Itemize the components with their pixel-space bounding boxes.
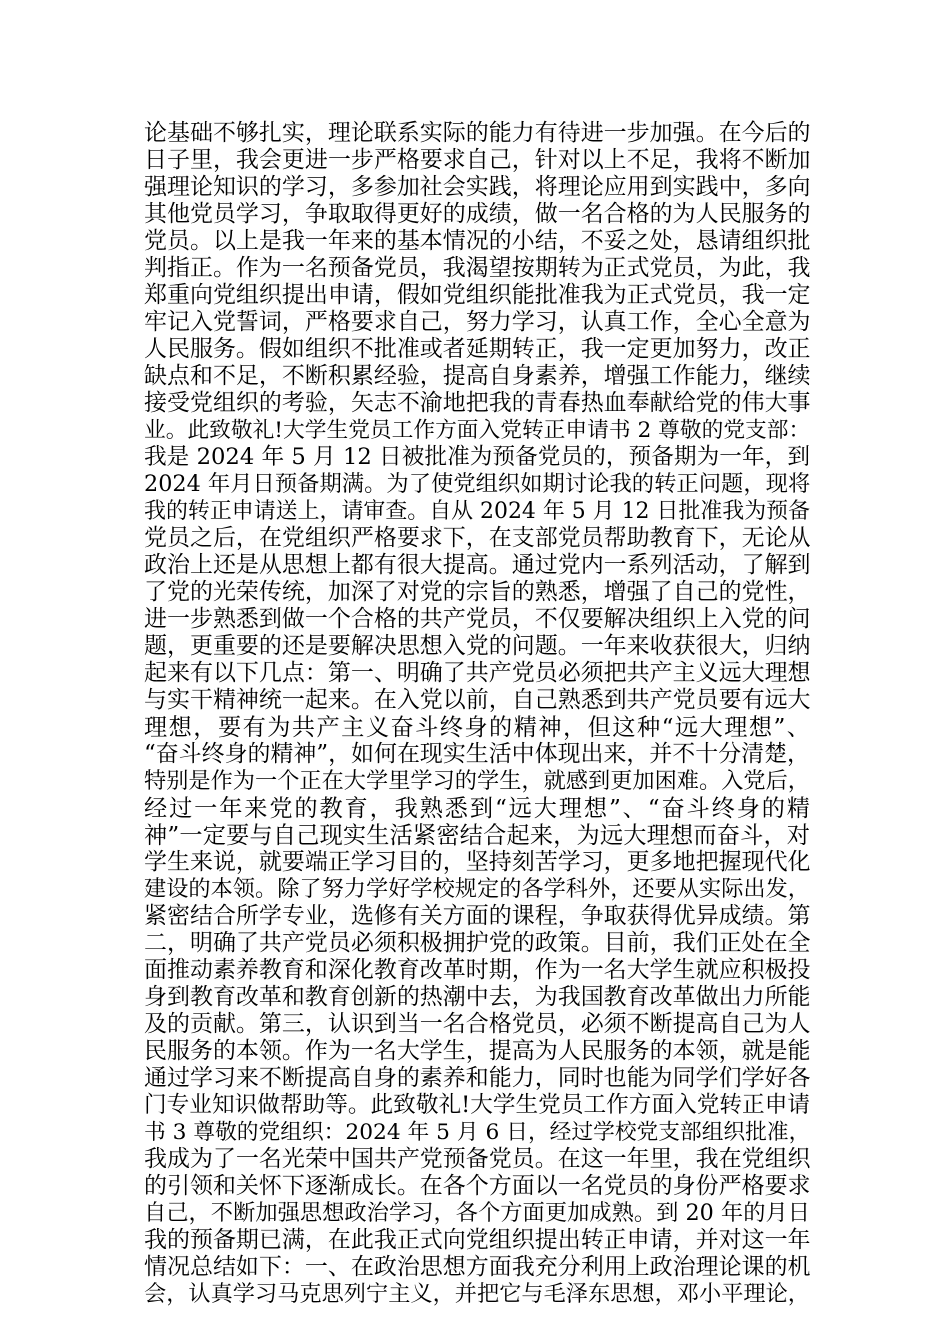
text-line: 业。此致敬礼!大学生党员工作方面入党转正申请书 2 尊敬的党支部： [144, 418, 811, 443]
text-line: 及的贡献。第三，认识到当一名合格党员，必须不断提高自己为人 [144, 1011, 811, 1037]
text-line: 我成为了一名光荣中国共产党预备党员。在这一年里，我在党组织 [144, 1146, 811, 1172]
text-line: 其他党员学习，争取取得更好的成绩，做一名合格的为人民服务的 [144, 201, 811, 227]
text-line: 面推动素养教育和深化教育改革时期，作为一名大学生就应积极投 [144, 957, 811, 983]
text-line: 论基础不够扎实，理论联系实际的能力有待进一步加强。在今后的 [144, 120, 811, 146]
text-line: 牢记入党誓词，严格要求自己，努力学习，认真工作，全心全意为 [144, 309, 811, 335]
text-line: 紧密结合所学专业，选修有关方面的课程，争取获得优异成绩。第 [144, 903, 811, 929]
text-line: 党员。以上是我一年来的基本情况的小结，不妥之处，恳请组织批 [144, 228, 811, 254]
text-line: 我的预备期已满，在此我正式向党组织提出转正申请，并对这一年 [144, 1227, 811, 1253]
text-line: 身到教育改革和教育创新的热潮中去，为我国教育改革做出力所能 [144, 984, 811, 1010]
text-line: 经过一年来党的教育，我熟悉到“远大理想”、“奋斗终身的精 [144, 795, 810, 822]
text-line: 党员之后，在党组织严格要求下，在支部党员帮助教育下，无论从 [144, 525, 811, 551]
text-line: 接受党组织的考验，矢志不渝地把我的青春热血奉献给党的伟大事 [144, 390, 811, 416]
text-line: 神”一定要与自己现实生活紧密结合起来，为远大理想而奋斗，对 [144, 822, 810, 849]
text-line: 郑重向党组织提出申请，假如党组织能批准我为正式党员，我一定 [144, 282, 811, 308]
text-line: 起来有以下几点：第一、明确了共产党员必须把共产主义远大理想 [144, 660, 811, 686]
text-line: 2024 年月日预备期满。为了使党组织如期讨论我的转正问题，现将 [144, 471, 811, 497]
text-line: 通过学习来不断提高自身的素养和能力，同时也能为同学们学好各 [144, 1065, 811, 1091]
text-line: 书 3 尊敬的党组织：2024 年 5 月 6 日，经过学校党支部组织批准， [144, 1120, 811, 1145]
document-page [144, 120, 810, 1308]
text-line: 与实干精神统一起来。在入党以前，自己熟悉到共产党员要有远大 [144, 687, 811, 713]
text-line: 我是 2024 年 5 月 12 日被批准为预备党员的，预备期为一年，到 [144, 444, 810, 470]
text-line: 进一步熟悉到做一个合格的共产党员，不仅要解决组织上入党的问 [144, 606, 811, 632]
text-line: 会，认真学习马克思列宁主义，并把它与毛泽东思想，邓小平理论， [144, 1281, 810, 1307]
text-line: 民服务的本领。作为一名大学生，提高为人民服务的本领，就是能 [144, 1038, 811, 1064]
text-line: 情况总结如下：一、在政治思想方面我充分利用上政治理论课的机 [144, 1254, 811, 1280]
text-line: 我的转正申请送上，请审查。自从 2024 年 5 月 12 日批准我为预备 [144, 499, 811, 524]
text-line: “奋斗终身的精神”，如何在现实生活中体现出来，并不十分清楚， [144, 741, 810, 767]
text-line: 缺点和不足，不断积累经验，提高自身素养，增强工作能力，继续 [144, 363, 811, 389]
text-line: 人民服务。假如组织不批准或者延期转正，我一定更加努力，改正 [144, 336, 811, 362]
text-line: 日子里，我会更进一步严格要求自己，针对以上不足，我将不断加 [144, 147, 811, 173]
text-line: 题，更重要的还是要解决思想入党的问题。一年来收获很大，归纳 [144, 633, 811, 659]
text-line: 自己，不断加强思想政治学习，各个方面更加成熟。到 20 年的月日 [144, 1200, 810, 1226]
text-line: 学生来说，就要端正学习目的，坚持刻苦学习，更多地把握现代化 [144, 849, 811, 875]
text-line: 判指正。作为一名预备党员，我渴望按期转为正式党员，为此，我 [144, 255, 811, 281]
text-line: 政治上还是从思想上都有很大提高。通过党内一系列活动，了解到 [144, 552, 811, 578]
text-line: 门专业知识做帮助等。此致敬礼!大学生党员工作方面入党转正申请 [144, 1092, 810, 1118]
text-line: 建设的本领。除了努力学好学校规定的各学科外，还要从实际出发， [144, 876, 810, 902]
text-line: 特别是作为一个正在大学里学习的学生，就感到更加困难。入党后， [144, 768, 810, 794]
text-line: 的引领和关怀下逐渐成长。在各个方面以一名党员的身份严格要求 [144, 1173, 811, 1199]
text-line: 了党的光荣传统，加深了对党的宗旨的熟悉，增强了自己的党性， [144, 579, 811, 605]
text-line: 理想，要有为共产主义奋斗终身的精神，但这种“远大理想”、 [144, 714, 810, 741]
text-line: 强理论知识的学习，多参加社会实践，将理论应用到实践中，多向 [144, 174, 811, 200]
text-line: 二，明确了共产党员必须积极拥护党的政策。目前，我们正处在全 [144, 930, 811, 956]
